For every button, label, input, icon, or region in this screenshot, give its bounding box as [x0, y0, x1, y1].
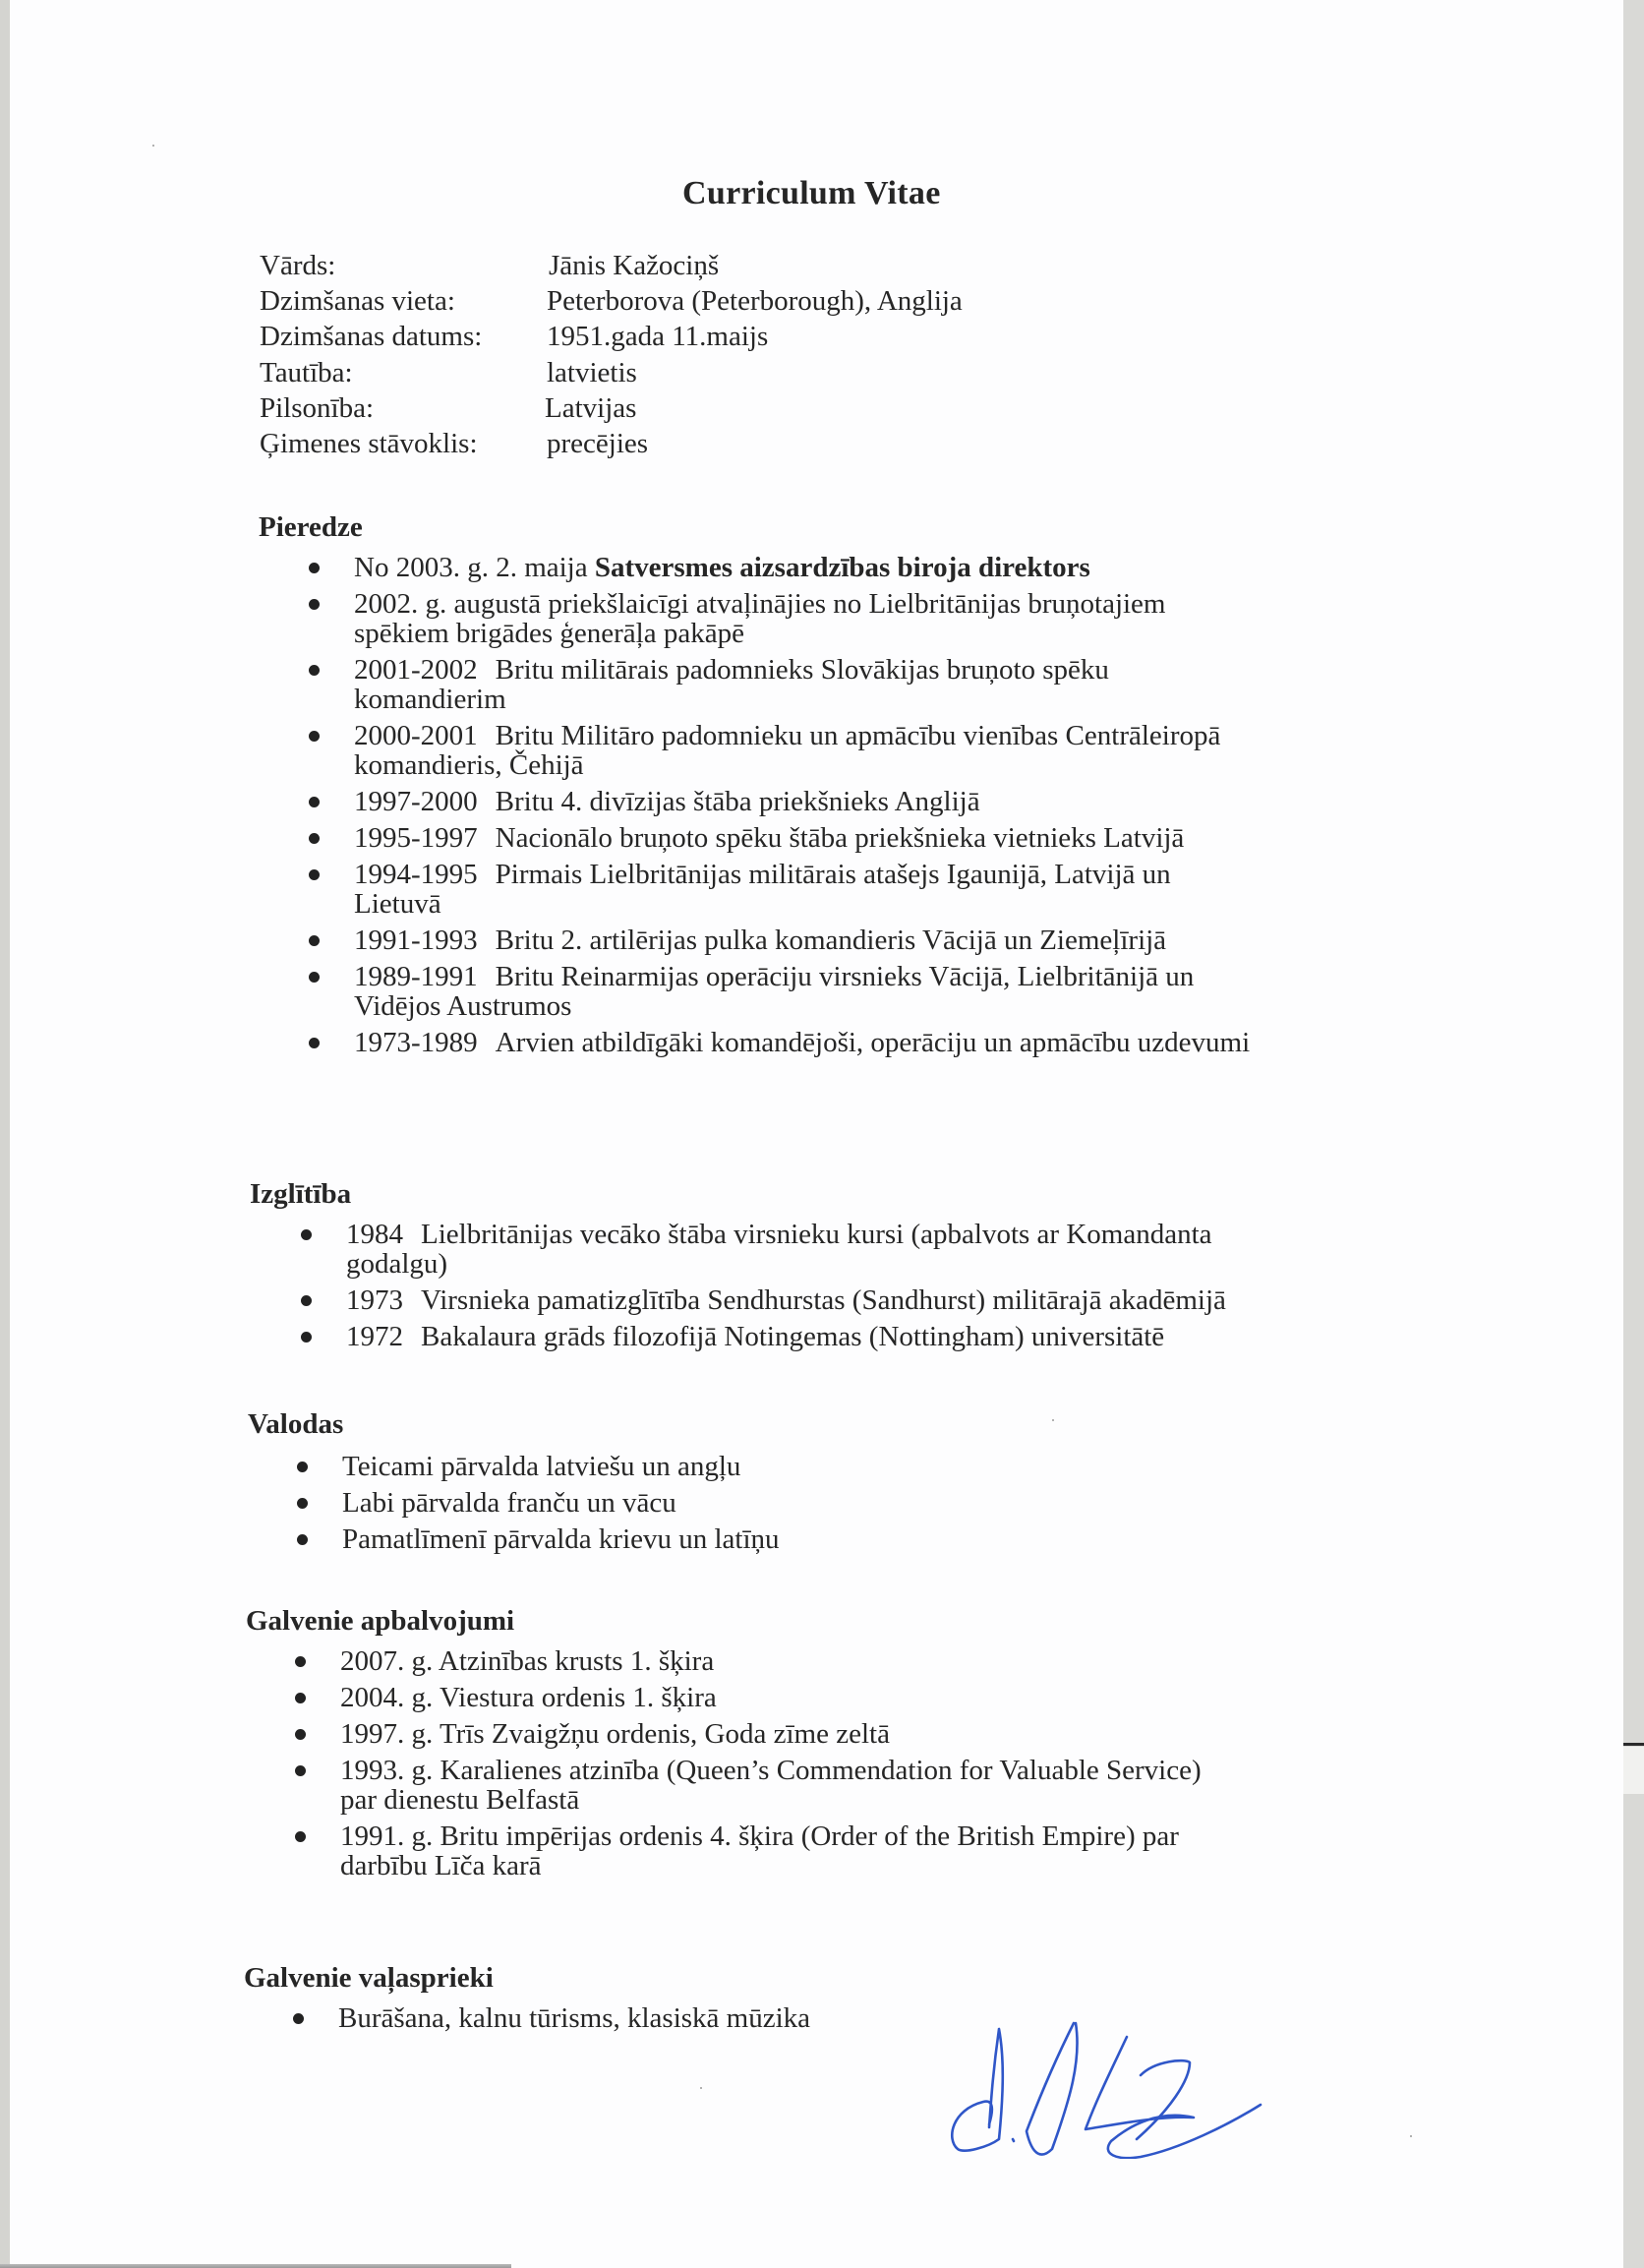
section-hobbies [244, 1960, 810, 2040]
info-label: Dzimšanas vieta: [260, 285, 455, 318]
info-value: precējies [547, 427, 649, 459]
info-value: 1951.gada 11.maijs [547, 321, 769, 353]
list-item: 1997. g. Trīs Zvaigžņu ordenis, Goda zīme zeltā [340, 1719, 1202, 1749]
info-value: Latvijas [545, 391, 637, 424]
bullet-icon [309, 869, 320, 880]
section-heading: Valodas [248, 1408, 344, 1440]
list-item: Burāšana, kalnu tūrisms, klasiskā mūzika [338, 2003, 810, 2033]
languages-list [342, 1452, 780, 1554]
list-item: 2007. g. Atzinības krusts 1. šķira [340, 1646, 1202, 1676]
list-item: Labi pārvalda franču un vācu [342, 1488, 780, 1518]
info-label: Ģimenes stāvoklis: [260, 427, 478, 459]
list-item: 1994-1995 Pirmais Lielbritānijas militārais atašejs Igaunijā, Latvijā un Lietuvā [354, 860, 1250, 919]
bullet-icon [309, 665, 320, 676]
list-item: Teicami pārvalda latviešu un angļu [342, 1452, 780, 1481]
bullet-icon [301, 1332, 312, 1343]
bullet-icon [309, 599, 320, 610]
scan-speck [700, 2087, 702, 2089]
bullet-icon [309, 563, 320, 573]
list-item: 1991-1993 Britu 2. artilērijas pulka komandieris Vācijā un Ziemeļīrijā [354, 925, 1250, 955]
section-education [250, 1176, 1226, 1358]
info-label: Pilsonība: [260, 391, 375, 424]
list-item: 2000-2001 Britu Militāro padomnieku un apmācību vienības Centrāleiropā komandieris, Čehijā [354, 721, 1250, 780]
scan-edge-right [1623, 0, 1644, 2268]
list-item: 1973 Virsnieka pamatizglītība Sendhurstas (Sandhurst) militārajā akadēmijā [346, 1285, 1226, 1315]
list-item: 2004. g. Viestura ordenis 1. šķira [340, 1683, 1202, 1712]
list-item: Pamatlīmenī pārvalda krievu un latīņu [342, 1524, 780, 1554]
signature-stroke [1027, 2023, 1078, 2155]
experience-list [354, 553, 1250, 1057]
section-heading: Izglītība [250, 1178, 352, 1210]
info-label: Dzimšanas datums: [260, 321, 483, 353]
bullet-icon [295, 1656, 306, 1667]
bullet-icon [295, 1693, 306, 1703]
list-item: No 2003. g. 2. maija Satversmes aizsardzības biroja direktors [354, 553, 1250, 582]
list-item: 1997-2000 Britu 4. divīzijas štāba priekšnieks Anglijā [354, 787, 1250, 816]
list-item: 1973-1989 Arvien atbildīgāki komandējoši, operāciju un apmācību uzdevumi [354, 1028, 1250, 1057]
info-value: Jānis Kažociņš [549, 250, 720, 281]
bullet-icon [295, 1765, 306, 1776]
scan-speck [152, 145, 154, 147]
bullet-icon [301, 1229, 312, 1240]
list-item: 2002. g. augustā priekšlaicīgi atvaļinājies no Lielbritānijas bruņotajiem spēkiem brigādes ģenerāļa pakāpē [354, 589, 1250, 648]
list-item: 1995-1997 Nacionālo bruņoto spēku štāba priekšnieka vietnieks Latvijā [354, 823, 1250, 853]
scan-speck [1410, 2135, 1412, 2137]
bullet-icon [295, 1831, 306, 1842]
bullet-icon [293, 2013, 304, 2024]
section-experience [259, 509, 1250, 1064]
bullet-icon [309, 731, 320, 742]
section-heading: Galvenie vaļasprieki [244, 1962, 494, 1994]
info-label: Vārds: [260, 250, 336, 281]
bullet-icon [309, 972, 320, 983]
section-languages [248, 1406, 780, 1561]
signature-stroke [1137, 2060, 1190, 2139]
info-value: Peterborova (Peterborough), Anglija [547, 285, 963, 318]
awards-list [340, 1646, 1202, 1880]
list-item: 1972 Bakalaura grāds filozofijā Notingemas (Nottingham) universitātē [346, 1322, 1226, 1351]
section-awards [246, 1603, 1202, 1887]
hobbies-list [338, 2003, 810, 2033]
bullet-icon [309, 797, 320, 807]
scan-edge-left [0, 0, 10, 2268]
education-list [346, 1220, 1226, 1351]
section-heading: Pieredze [259, 511, 363, 543]
document-title: Curriculum Vitae [682, 175, 941, 211]
list-item: 1991. g. Britu impērijas ordenis 4. šķira (Order of the British Empire) par darbību Līča karā [340, 1821, 1202, 1880]
section-heading: Galvenie apbalvojumi [246, 1605, 515, 1637]
bullet-icon [309, 1038, 320, 1048]
list-item: 1989-1991 Britu Reinarmijas operāciju virsnieks Vācijā, Lielbritānijā un Vidējos Austrumos [354, 962, 1250, 1021]
bullet-icon [297, 1462, 308, 1472]
signature-stroke [1086, 2037, 1261, 2158]
scan-speck [1052, 1419, 1054, 1421]
scan-edge-band [1623, 1747, 1644, 1794]
info-label: Tautība: [260, 356, 353, 388]
signature-stroke [952, 2029, 1003, 2151]
signature [944, 1992, 1268, 2159]
list-item: 1993. g. Karalienes atzinība (Queen’s Commendation for Valuable Service) par dienestu Belfastā [340, 1756, 1202, 1815]
bullet-icon [297, 1498, 308, 1509]
bullet-icon [301, 1295, 312, 1306]
signature-stroke [1013, 2139, 1014, 2141]
bullet-icon [297, 1534, 308, 1545]
bullet-icon [295, 1729, 306, 1740]
list-item: 2001-2002 Britu militārais padomnieks Slovākijas bruņoto spēku komandierim [354, 655, 1250, 714]
list-item: 1984 Lielbritānijas vecāko štāba virsnieku kursi (apbalvots ar Komandanta godalgu) [346, 1220, 1226, 1279]
info-value: latvietis [547, 356, 637, 388]
scan-edge-mark [1623, 1743, 1644, 1746]
bullet-icon [309, 935, 320, 946]
bullet-icon [309, 833, 320, 844]
scan-edge-bottom [0, 2264, 511, 2268]
